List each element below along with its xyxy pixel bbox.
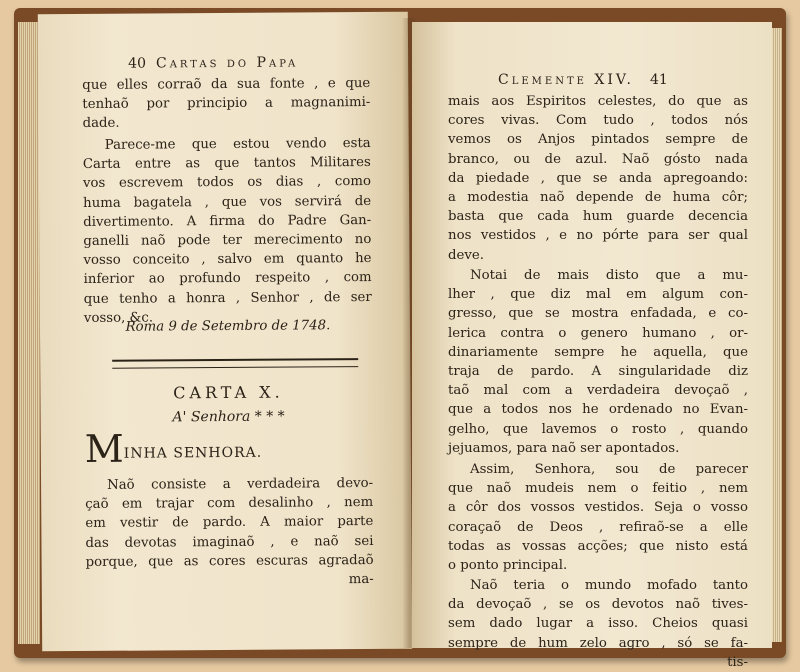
section-divider-rule [112, 358, 358, 369]
right-paragraph-2 [448, 266, 748, 458]
text-line: Parece-me que estou vendo esta [104, 135, 371, 153]
text-line: cores vivas. Com tudo , todos nós [448, 113, 748, 129]
text-line: huma bagatela , que vos servirá de [83, 193, 372, 211]
letter-title: CARTA X. [173, 382, 284, 403]
catchword: tis- [727, 654, 748, 670]
text-line: sem dado lugar a isso. Cheios quasi [448, 616, 748, 632]
text-line: coraçaõ de Deos , refiraõ-se a elle [448, 519, 748, 535]
letter-salutation [84, 426, 373, 471]
left-dateline-block [84, 316, 372, 337]
left-paragraph-3 [85, 474, 374, 591]
text-line: mais aos Espiritos celestes, do que as [448, 94, 748, 109]
left-text-block-1 [82, 74, 370, 134]
text-line: vemos os Anjos pintados sempre de [448, 132, 748, 148]
text-line: porque, que as cores escuras agradaõ [85, 552, 374, 570]
right-running-title: Clemente XIV. [498, 72, 634, 88]
text-line: dinariamente sempre he aquella, que [448, 344, 748, 360]
text-line: em vestir de pardo. A maior parte [85, 514, 374, 532]
text-line: Naõ teria o mundo mofado tanto [470, 578, 748, 593]
text-line: a côr dos vossos vestidos. Seja o vosso [448, 500, 748, 516]
right-page-edges [772, 28, 782, 642]
text-line: o ponto principal. [448, 558, 568, 574]
text-line: Assim, Senhora, sou de parecer [470, 462, 748, 477]
text-line: das devotas imaginaõ , e naõ sei [85, 533, 374, 551]
text-line: deve. [448, 247, 484, 263]
right-running-head [498, 72, 678, 88]
text-line: que a todos nos he ordenado no Evan- [448, 402, 748, 418]
left-page-edges [18, 22, 40, 644]
text-line: dade. [82, 116, 120, 132]
text-line: vosso conceito , salvo em quanto he [83, 251, 372, 269]
text-line: lher , que diz mal em algum con- [448, 287, 748, 303]
right-page-number: 41 [649, 72, 668, 88]
right-page [412, 22, 772, 670]
right-paragraph-4 [448, 576, 748, 672]
text-line: basta que cada hum guarde decencia [448, 209, 748, 225]
text-line: que naõ mudeis nem o feitio , nem [448, 481, 748, 497]
text-line: Carta entre as que tantos Militares [82, 155, 371, 173]
salutation-text: INHA SENHORA. [123, 444, 263, 462]
text-line: lerica contra o genero humano , or- [448, 325, 748, 341]
text-line: da devoçaõ , se os devotos naõ tives- [448, 597, 748, 613]
text-line: inferior ao profundo respeito , com [83, 270, 372, 288]
left-running-title: Cartas do Papa [155, 54, 299, 72]
right-paragraph-1 [448, 92, 748, 265]
text-line: gresso, que se mostra enfadada, e co- [448, 306, 748, 322]
text-line: jejuamos, para naõ ser apontados. [448, 440, 680, 456]
text-line: Notai de mais disto que a mu- [470, 268, 748, 283]
text-line: todas as vossas acções; que nisto está [448, 538, 748, 554]
text-line: a modestia naõ depende de huma côr; [448, 190, 748, 206]
text-line: tenhaõ por principio a magnanimi- [82, 95, 371, 113]
text-line: Naõ consiste a verdadeira devo- [107, 475, 374, 493]
text-line: que tenho a honra , Senhor , de ser [83, 289, 372, 307]
text-line: sempre de hum zelo agro , só se fa- [448, 635, 748, 651]
left-page [38, 12, 412, 652]
text-line: da piedade , que se anda apregoando: [448, 170, 748, 186]
text-line: ganelli naõ pode ter merecimento no [83, 231, 372, 250]
text-line: traja de pardo. A singularidade diz [448, 364, 748, 380]
open-book [14, 8, 786, 670]
left-paragraph-2 [83, 134, 372, 328]
text-line: nos vestidos , e no pórte para ser qual [448, 228, 748, 244]
right-paragraph-3 [448, 460, 748, 575]
text-line: taõ mal com a verdadeira devoçaõ , [448, 383, 748, 399]
text-line: vos escrevem todos os dias , como [82, 174, 372, 192]
left-page-number: 40 [128, 55, 147, 72]
left-running-head [128, 54, 298, 71]
text-line: vosso, &c. [83, 310, 154, 326]
text-line: que elles corraõ da sua fonte , e que [82, 75, 371, 93]
letter-addressee: A' Senhora * * * [172, 408, 285, 426]
text-line: çaõ em trajar com desalinho , nem [85, 495, 374, 513]
catchword: ma- [348, 571, 374, 588]
text-line: divertimento. A firma do Padre Gan- [83, 212, 372, 230]
text-line: gelho, que lavemos o rosto , quando [448, 421, 748, 437]
text-line: branco, ou de azul. Naõ gósto nada [448, 151, 748, 167]
dateline: Roma 9 de Setembro de 1748. [125, 318, 331, 335]
salutation-drop-cap: M [84, 426, 124, 471]
